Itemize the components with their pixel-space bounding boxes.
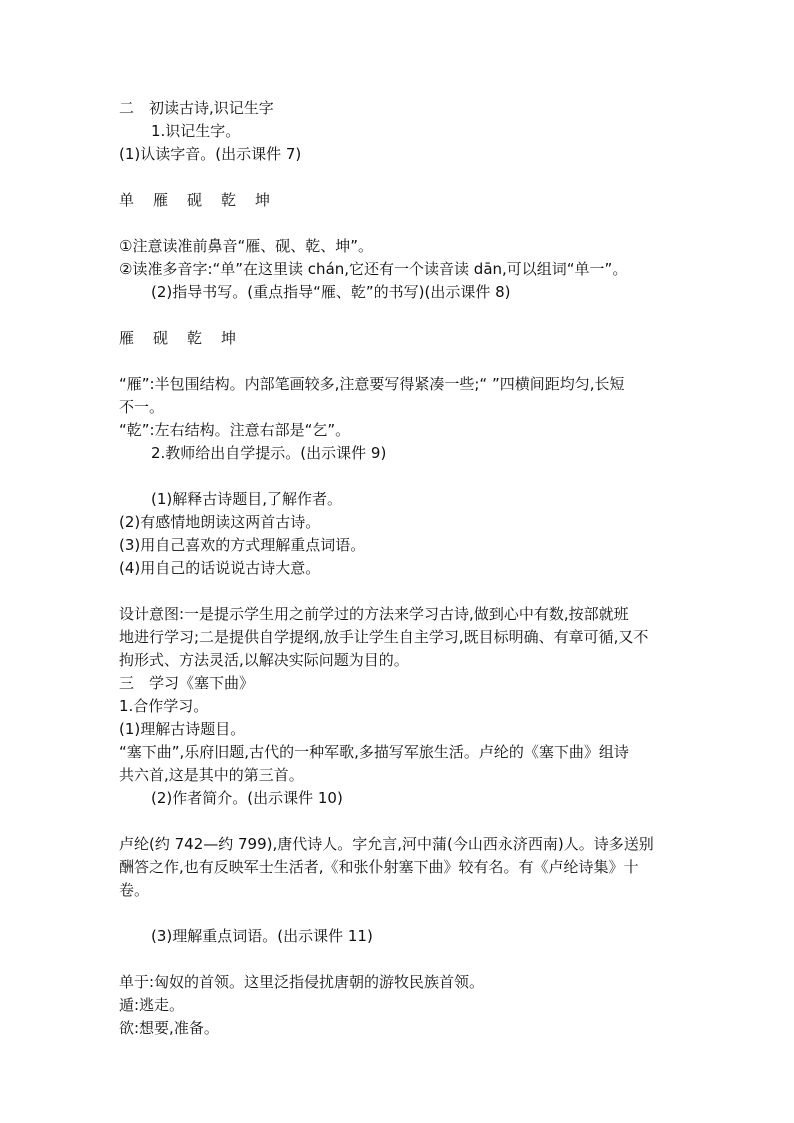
subheading: (3)理解重点词语。(出示课件 11) [151, 927, 373, 945]
paragraph: 不一。 [119, 398, 165, 416]
definition: 遁:逃走。 [119, 996, 185, 1014]
paragraph: ①注意读准前鼻音“雁、砚、乾、坤”。 [119, 237, 373, 255]
subheading: 1.合作学习。 [119, 697, 209, 715]
list-item: (4)用自己的话说说古诗大意。 [119, 559, 321, 577]
paragraph: “塞下曲”,乐府旧题,古代的一种军歌,多描写军旅生活。卢纶的《塞下曲》组诗 [119, 743, 629, 761]
spacer [119, 350, 699, 373]
paragraph: “乾”:左右结构。注意右部是“乞”。 [119, 421, 351, 439]
spacer [119, 212, 699, 235]
subheading: 1.识记生字。 [151, 122, 241, 140]
section-heading-2: 二 初读古诗,识记生字 [119, 99, 274, 117]
paragraph: ②读准多音字:“单”在这里读 chán,它还有一个读音读 dān,可以组词“单一”。 [119, 260, 628, 278]
definition: 单于:匈奴的首领。这里泛指侵扰唐朝的游牧民族首领。 [119, 973, 485, 991]
subheading: 2.教师给出自学提示。(出示课件 9) [151, 444, 387, 462]
spacer [119, 304, 699, 327]
spacer [119, 465, 699, 488]
subheading: (2)作者简介。(出示课件 10) [151, 789, 343, 807]
list-item: (2)有感情地朗读这两首古诗。 [119, 513, 321, 531]
paragraph: 卢纶(约 742—约 799),唐代诗人。字允言,河中蒲(今山西永济西南)人。诗多送别 [119, 835, 654, 853]
character-list: 单 雁 砚 乾 坤 [119, 191, 273, 209]
spacer [119, 580, 699, 603]
paragraph: “雁”:半包围结构。内部笔画较多,注意要写得紧凑一些;“ ”四横间距均匀,长短 [119, 375, 625, 393]
paragraph: 酬答之作,也有反映军士生活者,《和张仆射塞下曲》较有名。有《卢纶诗集》十 [119, 858, 639, 876]
spacer [119, 902, 699, 925]
definition: 欲:想要,准备。 [119, 1019, 219, 1037]
list-item: (1)解释古诗题目,了解作者。 [151, 490, 343, 508]
paragraph: 共六首,这是其中的第三首。 [119, 766, 304, 784]
paragraph: (1)理解古诗题目。 [119, 720, 246, 738]
paragraph: 卷。 [119, 881, 150, 899]
paragraph: 设计意图:一是提示学生用之前学过的方法来学习古诗,做到心中有数,按部就班 [119, 605, 629, 623]
paragraph: 地进行学习;二是提供自学提纲,放手让学生自主学习,既目标明确、有章可循,又不 [119, 628, 649, 646]
section-heading-3: 三 学习《塞下曲》 [119, 674, 255, 692]
paragraph: 拘形式、方法灵活,以解决实际问题为目的。 [119, 651, 409, 669]
list-item: (3)用自己喜欢的方式理解重点词语。 [119, 536, 366, 554]
spacer [119, 810, 699, 833]
document-body [119, 97, 699, 1040]
paragraph: (1)认读字音。(出示课件 7) [119, 145, 302, 163]
spacer [119, 948, 699, 971]
character-list: 雁 砚 乾 坤 [119, 329, 239, 347]
subheading: (2)指导书写。(重点指导“雁、乾”的书写)(出示课件 8) [151, 283, 511, 301]
spacer [119, 166, 699, 189]
